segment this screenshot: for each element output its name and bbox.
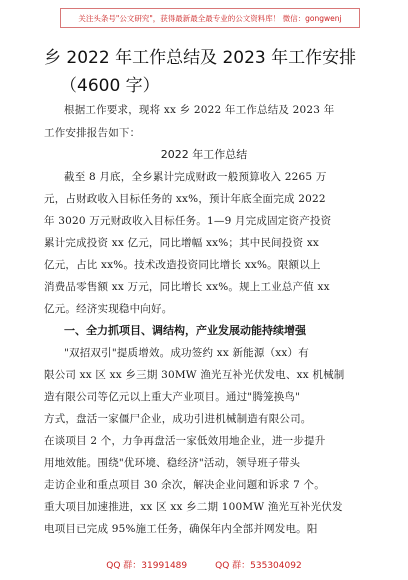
- paragraph-line: 重大项目加速推进，xx 区 xx 乡二期 100MW 渔光互补光伏发: [44, 501, 343, 513]
- paragraph-line: 方式，盘活一家僵尸企业，成功引进机械制造有限公司。: [44, 413, 312, 425]
- heading-level1: 一、全力抓项目、调结构，产业发展动能持续增强: [64, 324, 306, 337]
- paragraph-line: "双招双引"提质增效。成功签约 xx 新能源（xx）有: [64, 347, 309, 359]
- paragraph-line: 用地效能。围绕"优环境、稳经济"活动，领导班子带头: [44, 457, 301, 469]
- document-title-wordcount: （4600 字）: [60, 76, 160, 96]
- paragraph-line: 电项目已完成 95%施工任务，确保年内全部并网发电。阳: [44, 523, 318, 535]
- intro-line: 根据工作要求，现将 xx 乡 2022 年工作总结及 2023 年: [64, 104, 335, 116]
- paragraph-line: 造有限公司等亿元以上重大产业项目。通过"腾笼换鸟": [44, 391, 301, 403]
- footer-qq-group-1: QQ 群：31991489: [106, 561, 188, 571]
- paragraph-line: 亿元，占比 xx%。技术改造投资同比增长 xx%。限额以上: [44, 259, 321, 271]
- paragraph-line: 亿元。经济实现稳中向好。: [44, 303, 173, 315]
- top-banner: [60, 8, 360, 28]
- paragraph-line: 走访企业和重点项目 30 余次，解决企业问题和诉求 7 个。: [44, 479, 325, 491]
- paragraph-line: 限公司 xx 区 xx 乡三期 30MW 渔光互补光伏发电、xx 机械制: [44, 369, 345, 381]
- paragraph-line: 截至 8 月底，全乡累计完成财政一般预算收入 2265 万: [64, 171, 327, 183]
- paragraph-line: 消费品零售额 xx 万元，同比增长 xx%。规上工业总产值 xx: [44, 281, 330, 293]
- paragraph-line: 在谈项目 2 个，力争再盘活一家低效用地企业，进一步提升: [44, 435, 326, 447]
- section-title: 2022 年工作总结: [160, 148, 248, 161]
- paragraph-line: 累计完成投资 xx 亿元，同比增幅 xx%；其中民间投资 xx: [44, 237, 320, 249]
- banner-text: 关注头条号"公文研究"，获得最新最全最专业的公文资料库！ 微信：gongwenj: [78, 13, 342, 23]
- intro-line: 工作安排报告如下：: [44, 127, 141, 139]
- paragraph-line: 元，占财政收入目标任务的 xx%，预计年底全面完成 2022: [44, 193, 326, 205]
- document-title: 乡 2022 年工作总结及 2023 年工作安排: [44, 48, 357, 68]
- footer-qq-group-2: QQ 群：535304092: [215, 561, 302, 571]
- paragraph-line: 年 3020 万元财政收入目标任务。1—9 月完成固定资产投资: [44, 215, 332, 227]
- footer: [0, 558, 408, 571]
